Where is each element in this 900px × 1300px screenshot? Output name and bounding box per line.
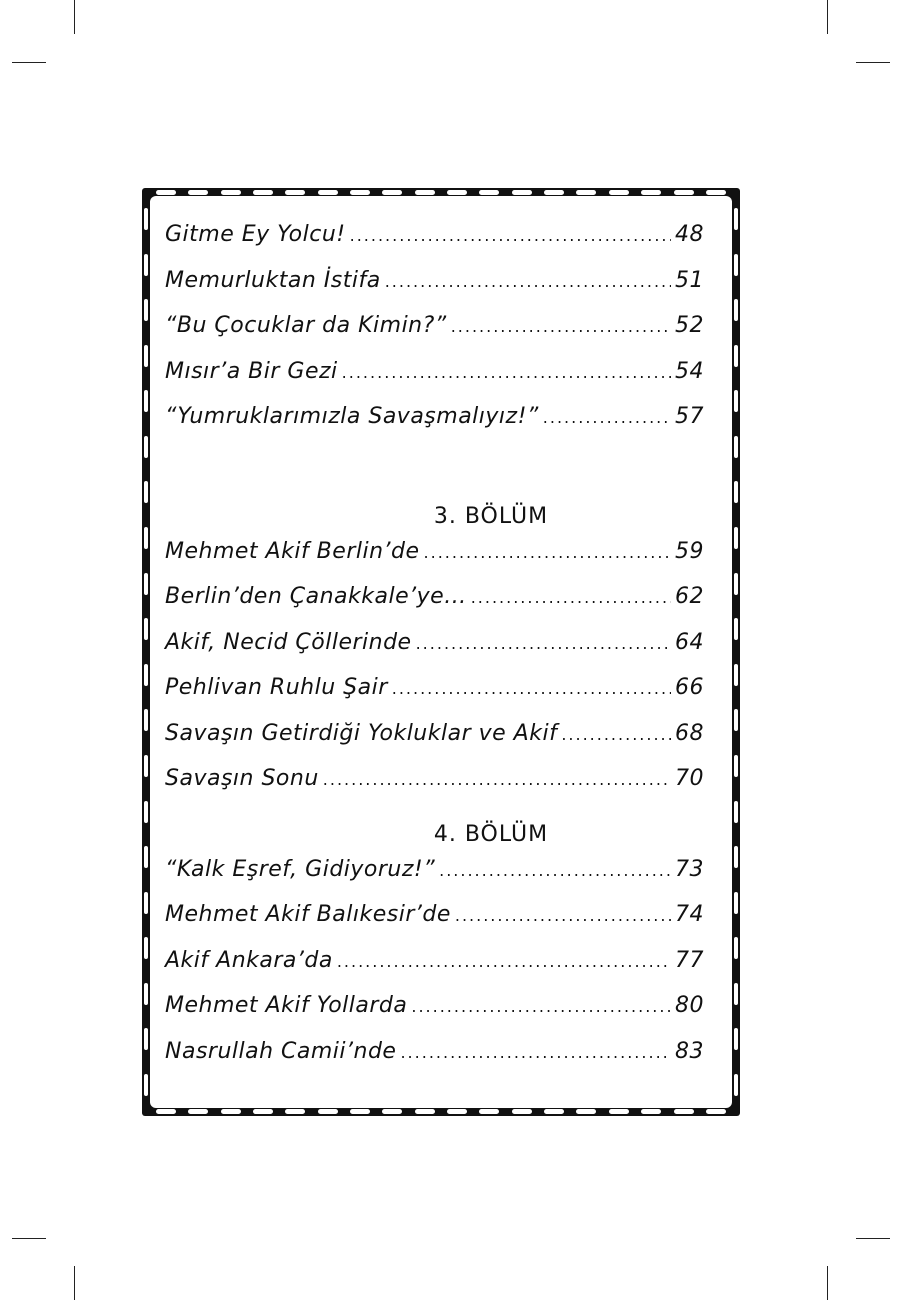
frame-top-dashes	[156, 190, 726, 195]
toc-entry-page: 68	[675, 720, 704, 746]
frame-right-dashes	[734, 208, 738, 1096]
toc-leader-dots	[416, 634, 671, 653]
frame-left-dashes	[144, 208, 148, 1096]
toc-entry-title: Berlin’den Çanakkale’ye...	[165, 584, 467, 609]
toc-entry-page: 59	[675, 538, 704, 564]
toc-entry-title: Savaşın Getirdiği Yokluklar ve Akif	[165, 720, 558, 746]
toc-leader-dots	[350, 226, 671, 245]
toc-entry	[165, 766, 707, 812]
toc-leader-dots	[439, 861, 671, 880]
toc-entry	[165, 268, 707, 314]
toc-entry-title: Akif Ankara’da	[165, 947, 333, 973]
toc-entry-page: 51	[675, 267, 704, 293]
crop-mark	[827, 1266, 828, 1300]
toc-entry-title: “Bu Çocuklar da Kimin?”	[165, 313, 447, 338]
toc-entry	[165, 359, 707, 405]
toc-leader-dots	[392, 679, 671, 698]
toc-section	[165, 494, 707, 812]
toc-entry-page: 54	[675, 358, 704, 384]
toc-entry-title: “Yumruklarımızla Savaşmalıyız!”	[165, 404, 539, 429]
toc-leader-dots	[323, 770, 671, 789]
crop-mark	[856, 1238, 890, 1239]
toc-entry	[165, 857, 707, 903]
toc-entry-title: Mısır’a Bir Gezi	[165, 358, 338, 384]
toc-leader-dots	[451, 317, 671, 336]
toc-entry-title: Pehlivan Ruhlu Şair	[165, 675, 388, 700]
toc-entry-title: Nasrullah Camii’nde	[165, 1038, 397, 1064]
toc-entry-page: 57	[675, 404, 704, 429]
toc-leader-dots	[471, 588, 671, 607]
toc-leader-dots	[385, 272, 671, 291]
toc-entry-page: 77	[675, 947, 704, 973]
toc-entry	[165, 1039, 707, 1085]
toc-entry-title: Akif, Necid Çöllerinde	[165, 629, 412, 655]
toc-entry-page: 62	[675, 584, 704, 609]
toc-entry-title: Mehmet Akif Balıkesir’de	[165, 902, 451, 927]
toc-entry-page: 48	[675, 222, 704, 247]
toc-leader-dots	[400, 1043, 671, 1062]
crop-mark	[856, 62, 890, 63]
toc-entry-page: 74	[675, 902, 704, 927]
toc-leader-dots	[543, 408, 671, 427]
toc-section	[165, 222, 707, 450]
toc-entry-page: 83	[675, 1038, 704, 1064]
toc-entry-title: Mehmet Akif Yollarda	[165, 993, 408, 1018]
frame-bottom-dashes	[156, 1109, 726, 1114]
toc-leader-dots	[342, 363, 671, 382]
toc-entry	[165, 902, 707, 948]
toc-entry	[165, 539, 707, 585]
toc-entry	[165, 630, 707, 676]
toc-entry	[165, 675, 707, 721]
toc-leader-dots	[561, 725, 671, 744]
toc-leader-dots	[411, 997, 671, 1016]
toc-entry	[165, 948, 707, 994]
crop-mark	[827, 0, 828, 34]
toc-entry	[165, 313, 707, 359]
section-heading: 3. BÖLÜM	[433, 503, 549, 529]
toc-entry-title: Gitme Ey Yolcu!	[165, 222, 346, 247]
toc-entry-title: “Kalk Eşref, Gidiyoruz!”	[165, 856, 436, 882]
toc-entry	[165, 993, 707, 1039]
toc-entry-page: 64	[675, 629, 704, 655]
toc-entry-page: 73	[675, 856, 704, 882]
toc-leader-dots	[424, 543, 671, 562]
toc-leader-dots	[455, 906, 671, 925]
crop-mark	[12, 62, 46, 63]
toc-section	[165, 812, 707, 1085]
crop-mark	[74, 1266, 75, 1300]
toc-entry-page: 70	[675, 766, 704, 791]
table-of-contents	[165, 222, 707, 1084]
crop-mark	[74, 0, 75, 34]
toc-entry-page: 66	[675, 675, 704, 700]
toc-leader-dots	[337, 952, 671, 971]
toc-entry-page: 52	[675, 313, 704, 338]
crop-mark	[12, 1238, 46, 1239]
section-spacer	[165, 450, 707, 494]
toc-entry-title: Memurluktan İstifa	[165, 267, 381, 293]
toc-entry-title: Savaşın Sonu	[165, 766, 319, 791]
toc-entry	[165, 721, 707, 767]
toc-entry	[165, 222, 707, 268]
toc-entry	[165, 404, 707, 450]
section-heading: 4. BÖLÜM	[433, 821, 549, 847]
toc-entry-title: Mehmet Akif Berlin’de	[165, 538, 420, 564]
toc-entry-page: 80	[675, 993, 704, 1018]
toc-entry	[165, 584, 707, 630]
